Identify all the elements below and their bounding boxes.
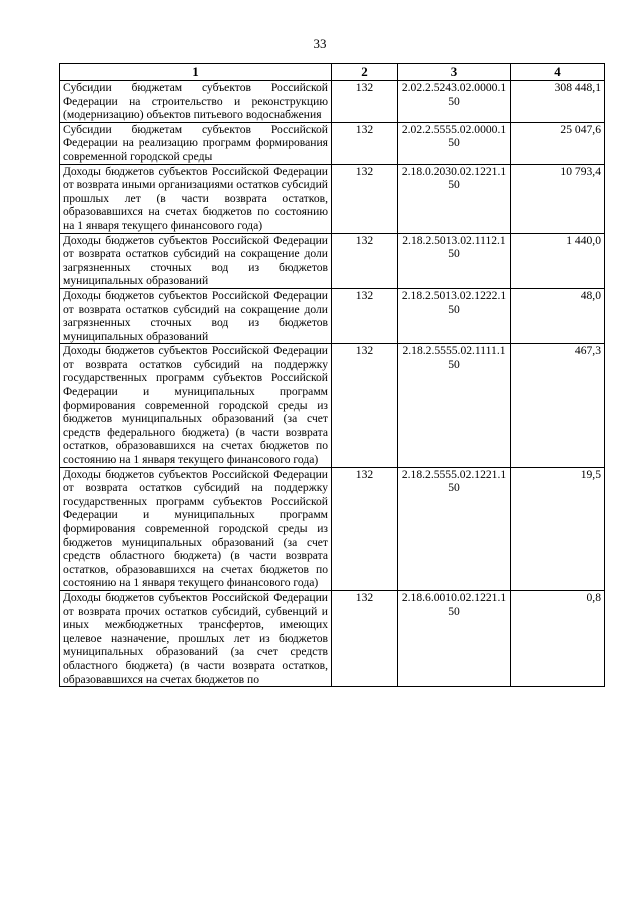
table-row — [60, 81, 605, 123]
table-row — [60, 467, 605, 590]
revenue-description: Доходы бюджетов субъектов Российской Федерации от возврата остатков субсидий на поддержку государственных программ субъектов Российской Федерации и муниципальных программ формирования современной городской среды из бюджетов муниципальных образований (за счет средств федерального бюджета) (в части возврата остатков, образовавшихся на счетах бюджетов по состоянию на 1 января текущего финансового года) — [60, 344, 332, 467]
budget-classification-code: 2.18.2.5555.02.1111.150 — [398, 344, 511, 467]
administrator-code: 132 — [332, 122, 398, 164]
administrator-code: 132 — [332, 233, 398, 288]
budget-classification-code: 2.18.6.0010.02.1221.150 — [398, 590, 511, 686]
header-col-2: 2 — [332, 64, 398, 81]
table-row — [60, 288, 605, 343]
amount: 48,0 — [511, 288, 605, 343]
table-row — [60, 344, 605, 467]
amount: 10 793,4 — [511, 164, 605, 233]
budget-classification-code: 2.02.2.5243.02.0000.150 — [398, 81, 511, 123]
administrator-code: 132 — [332, 164, 398, 233]
budget-classification-code: 2.18.2.5013.02.1222.150 — [398, 288, 511, 343]
amount: 308 448,1 — [511, 81, 605, 123]
revenue-description: Доходы бюджетов субъектов Российской Федерации от возврата остатков субсидий на сокращение доли загрязненных сточных вод из бюджетов муниципальных образований — [60, 288, 332, 343]
table-row — [60, 590, 605, 686]
amount: 1 440,0 — [511, 233, 605, 288]
revenue-description: Субсидии бюджетам субъектов Российской Федерации на реализацию программ формирования современной городской среды — [60, 122, 332, 164]
amount: 25 047,6 — [511, 122, 605, 164]
budget-classification-code: 2.18.2.5555.02.1221.150 — [398, 467, 511, 590]
revenue-description: Доходы бюджетов субъектов Российской Федерации от возврата прочих остатков субсидий, субвенций и иных межбюджетных трансфертов, имеющих целевое назначение, прошлых лет из бюджетов муниципальных образований (за счет средств областного бюджета) (в части возврата остатков, образовавшихся на счетах бюджетов по — [60, 590, 332, 686]
administrator-code: 132 — [332, 344, 398, 467]
table-row — [60, 122, 605, 164]
revenue-description: Доходы бюджетов субъектов Российской Федерации от возврата иными организациями остатков субсидий прошлых лет (в части возврата остатков, образовавшихся на счетах бюджетов по состоянию на 1 января текущего финансового года) — [60, 164, 332, 233]
administrator-code: 132 — [332, 288, 398, 343]
table-row — [60, 233, 605, 288]
amount: 0,8 — [511, 590, 605, 686]
amount: 467,3 — [511, 344, 605, 467]
header-col-1: 1 — [60, 64, 332, 81]
budget-classification-code: 2.18.0.2030.02.1221.150 — [398, 164, 511, 233]
table-row — [60, 164, 605, 233]
page-number: 33 — [313, 36, 327, 51]
header-row — [60, 64, 605, 81]
administrator-code: 132 — [332, 81, 398, 123]
header-col-3: 3 — [398, 64, 511, 81]
revenue-description: Субсидии бюджетам субъектов Российской Федерации на строительство и реконструкцию (модернизацию) объектов питьевого водоснабжения — [60, 81, 332, 123]
administrator-code: 132 — [332, 590, 398, 686]
revenue-description: Доходы бюджетов субъектов Российской Федерации от возврата остатков субсидий на сокращение доли загрязненных сточных вод из бюджетов муниципальных образований — [60, 233, 332, 288]
budget-revenue-table — [59, 63, 605, 687]
amount: 19,5 — [511, 467, 605, 590]
revenue-description: Доходы бюджетов субъектов Российской Федерации от возврата остатков субсидий на поддержку государственных программ субъектов Российской Федерации и муниципальных программ формирования современной городской среды из бюджетов муниципальных образований (за счет средств областного бюджета) (в части возврата остатков, образовавшихся на счетах бюджетов по состоянию на 1 января текущего финансового года) — [60, 467, 332, 590]
budget-classification-code: 2.18.2.5013.02.1112.150 — [398, 233, 511, 288]
administrator-code: 132 — [332, 467, 398, 590]
header-col-4: 4 — [511, 64, 605, 81]
budget-classification-code: 2.02.2.5555.02.0000.150 — [398, 122, 511, 164]
